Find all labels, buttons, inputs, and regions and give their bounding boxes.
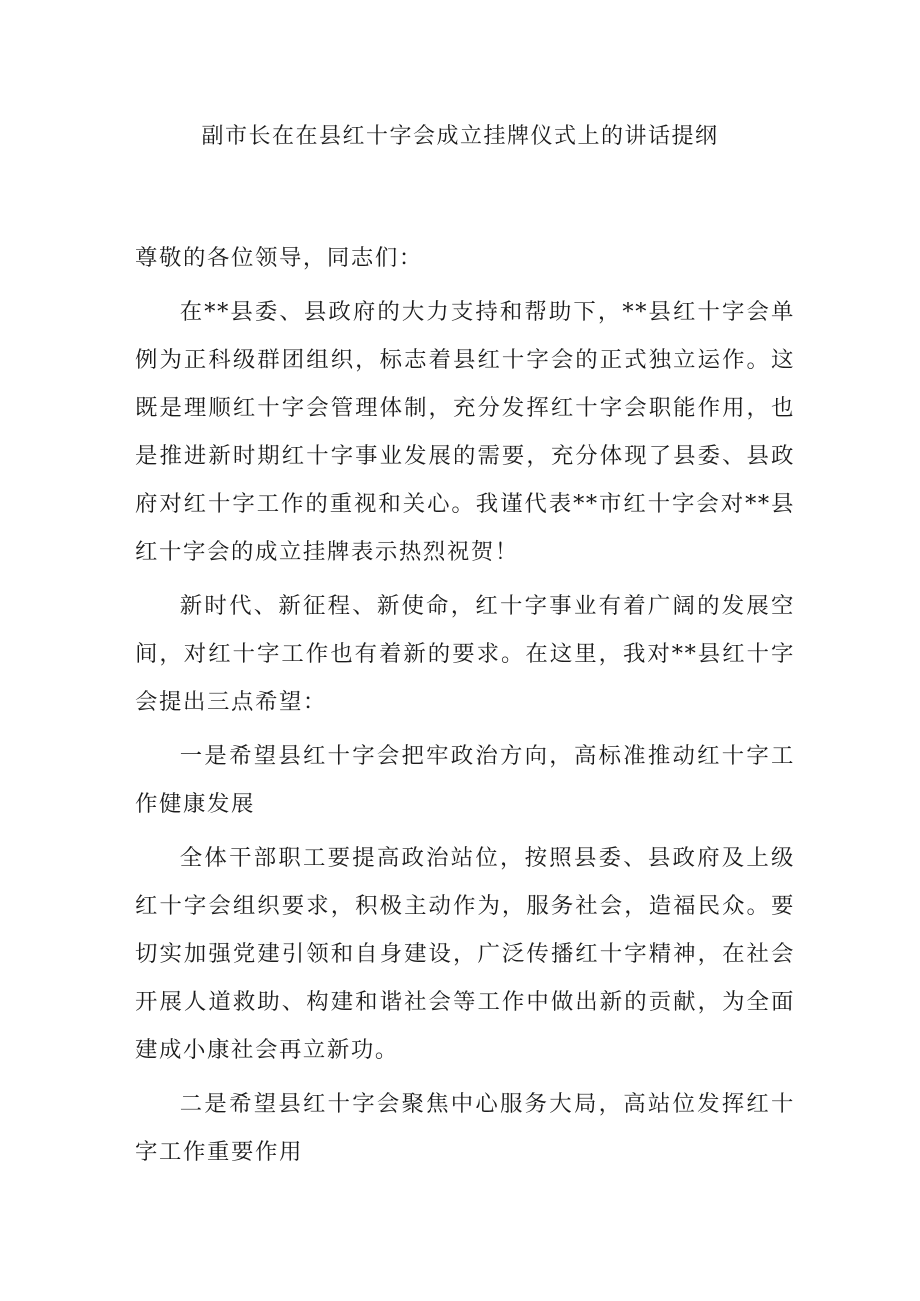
heading-hope-one: 一是希望县红十字会把牢政治方向，高标准推动红十字工作健康发展	[135, 743, 795, 817]
paragraph-opening: 在**县委、县政府的大力支持和帮助下，**县红十字会单例为正科级群团组织，标志着县红十字会的正式独立运作。这既是理顺红十字会管理体制，充分发挥红十字会职能作用，也是推进新时期红十字事业发展的需要，充分体现了县委、县政府对红十字工作的重视和关心。我谨代表**市红十字会对**县红十字会的成立挂牌表示热烈祝贺！	[135, 299, 795, 565]
salutation: 尊敬的各位领导，同志们：	[135, 245, 423, 271]
document-title: 副市长在在县红十字会成立挂牌仪式上的讲话提纲	[201, 124, 719, 149]
paragraph-three-hopes: 新时代、新征程、新使命，红十字事业有着广阔的发展空间，对红十字工作也有着新的要求。在这里，我对**县红十字会提出三点希望：	[135, 593, 795, 715]
paragraph-hope-one-detail: 全体干部职工要提高政治站位，按照县委、县政府及上级红十字会组织要求，积极主动作为，服务社会，造福民众。要切实加强党建引领和自身建设，广泛传播红十字精神，在社会开展人道救助、构建和谐社会等工作中做出新的贡献，为全面建成小康社会再立新功。	[135, 845, 795, 1063]
document-body	[135, 234, 795, 1176]
heading-hope-two: 二是希望县红十字会聚焦中心服务大局，高站位发挥红十字工作重要作用	[135, 1091, 795, 1165]
